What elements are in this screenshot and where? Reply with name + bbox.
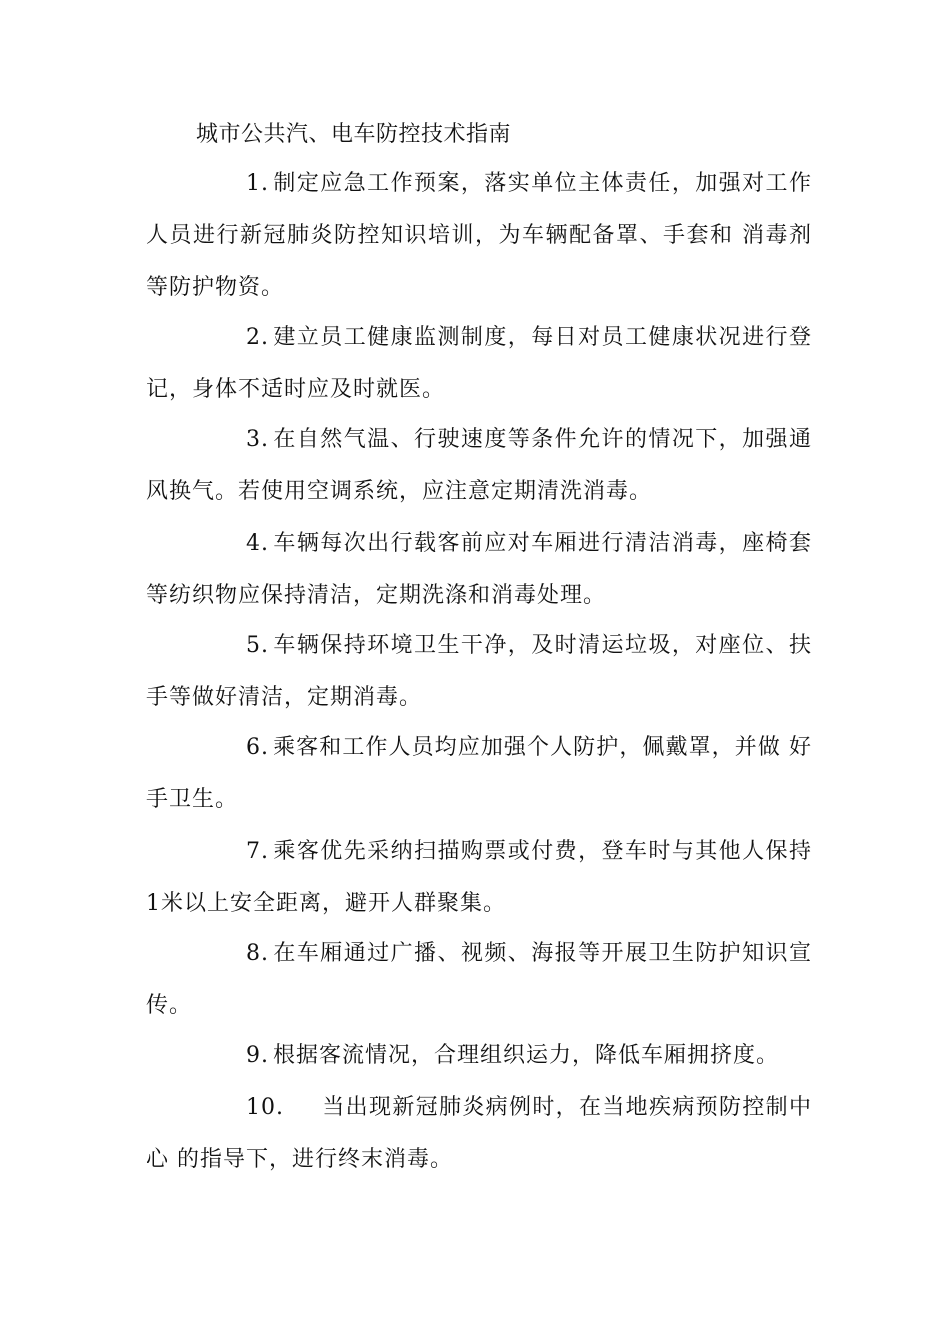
guideline-item-5 — [146, 620, 812, 724]
guideline-item-10 — [146, 1082, 812, 1186]
guideline-item-1 — [146, 158, 812, 314]
guideline-item-4 — [146, 518, 812, 622]
item-number: 4. — [246, 531, 269, 556]
item-text: 在自然气温、行驶速度等条件允许的情况下，加强通 风换气。若使用空调系统，应注意定期清洗消毒。 — [146, 427, 812, 504]
item-number: 5. — [246, 633, 269, 658]
item-number: 9. — [246, 1043, 269, 1068]
item-text: 制定应急工作预案，落实单位主体责任，加强对工作 人员进行新冠肺炎防控知识培训，为车辆配备罩、手套和 消毒剂等防护物资。 — [146, 171, 812, 300]
document-title: 城市公共汽、电车防控技术指南 — [196, 122, 512, 147]
item-text: 建立员工健康监测制度，每日对员工健康状况进行登记，身体不适时应及时就医。 — [146, 325, 812, 402]
item-number: 10. — [246, 1095, 284, 1120]
item-number: 7. — [246, 839, 269, 864]
item-text: 车辆每次出行载客前应对车厢进行清洁消毒，座椅套 等纺织物应保持清洁，定期洗涤和消毒处理。 — [146, 531, 812, 608]
item-text: 根据客流情况，合理组织运力，降低车厢拥挤度。 — [273, 1043, 780, 1068]
guideline-item-7 — [146, 826, 812, 930]
item-number: 2. — [246, 325, 269, 350]
item-number: 1. — [246, 171, 269, 196]
item-number: 8. — [246, 941, 269, 966]
guideline-item-9 — [146, 1030, 812, 1082]
guideline-item-6 — [146, 722, 812, 826]
guideline-item-3 — [146, 414, 812, 518]
item-number: 6. — [246, 735, 269, 760]
item-number: 3. — [246, 427, 269, 452]
guideline-item-8 — [146, 928, 812, 1032]
item-text: 在车厢通过广播、视频、海报等开展卫生防护知识宣传。 — [146, 941, 812, 1018]
item-text: 车辆保持环境卫生干净，及时清运垃圾，对座位、扶 手等做好清洁，定期消毒。 — [146, 633, 812, 710]
item-text: 当出现新冠肺炎病例时，在当地疾病预防控制中心 的指导下，进行终末消毒。 — [146, 1095, 812, 1172]
item-text: 乘客和工作人员均应加强个人防护，佩戴罩，并做 好手卫生。 — [146, 735, 812, 812]
item-text: 乘客优先采纳扫描购票或付费，登车时与其他人保持 1米以上安全距离，避开人群聚集。 — [146, 839, 812, 916]
guideline-item-2 — [146, 312, 812, 416]
